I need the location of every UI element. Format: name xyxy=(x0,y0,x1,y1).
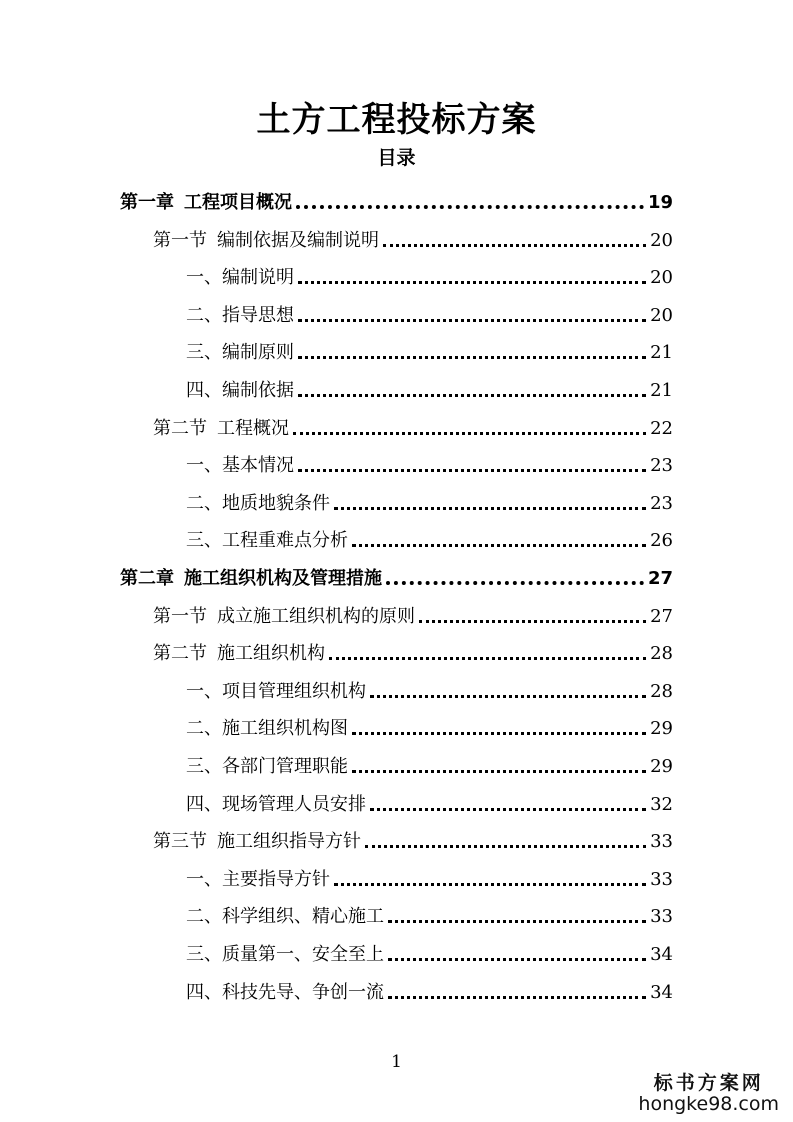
toc-entry-text: 一、主要指导方针 xyxy=(186,868,330,890)
toc-entry-prefix: 第二节 xyxy=(153,417,207,439)
site-watermark xyxy=(638,1068,779,1115)
toc-entry-text: 二、地质地貌条件 xyxy=(186,492,330,514)
toc-entry-label xyxy=(186,944,384,966)
toc-entry-text: 成立施工组织机构的原则 xyxy=(217,605,415,627)
toc-entry[interactable] xyxy=(186,485,673,515)
toc-entry[interactable] xyxy=(186,372,673,402)
toc-entry[interactable] xyxy=(186,334,673,364)
toc-entry-page: 29 xyxy=(650,718,673,740)
toc-entry-prefix: 第一节 xyxy=(153,605,207,627)
toc-entry-text: 施工组织指导方针 xyxy=(217,831,361,853)
toc-entry-page: 34 xyxy=(650,944,673,965)
toc-entry-text: 四、科技先导、争创一流 xyxy=(186,981,384,1003)
toc-entry-label xyxy=(186,493,330,515)
toc-dot-leader xyxy=(352,544,646,547)
toc-entry[interactable] xyxy=(186,522,673,552)
toc-entry-label xyxy=(186,530,348,552)
toc-entry-label xyxy=(153,643,325,665)
toc-entry-label xyxy=(186,718,348,740)
toc-entry-page: 32 xyxy=(650,793,673,815)
toc-entry-label xyxy=(153,418,289,440)
toc-dot-leader xyxy=(334,507,646,510)
toc-entry-label xyxy=(186,342,294,364)
toc-dot-leader xyxy=(329,657,646,660)
toc-entry-label xyxy=(120,192,292,214)
toc-entry-label xyxy=(186,794,366,816)
toc-dot-leader xyxy=(370,808,646,811)
toc-entry-page: 20 xyxy=(650,229,673,251)
toc-entry-page: 28 xyxy=(650,680,673,702)
toc-entry-text: 工程概况 xyxy=(217,417,289,439)
toc-entry-page: 33 xyxy=(650,868,673,890)
toc-entry-text: 三、工程重难点分析 xyxy=(186,530,348,552)
toc-entry-page: 29 xyxy=(650,756,673,777)
toc-entry-page: 34 xyxy=(650,981,673,1003)
toc-entry-label xyxy=(186,681,366,703)
toc-entry-page: 33 xyxy=(650,906,673,928)
toc-dot-leader xyxy=(352,770,646,773)
toc-entry-label xyxy=(186,305,294,327)
toc-entry-text: 一、基本情况 xyxy=(186,455,294,477)
toc-entry-page: 23 xyxy=(650,455,673,477)
toc-dot-leader xyxy=(388,920,646,923)
toc-entry[interactable] xyxy=(120,560,673,590)
toc-entry-label xyxy=(153,230,379,252)
toc-entry-label xyxy=(186,380,294,402)
toc-entry[interactable] xyxy=(153,823,673,853)
toc-entry[interactable] xyxy=(186,898,673,928)
toc-entry-page: 19 xyxy=(647,192,673,213)
toc-entry[interactable] xyxy=(186,297,673,327)
toc-entry-prefix: 第三节 xyxy=(153,831,207,853)
toc-entry-label xyxy=(186,906,384,928)
toc-entry-text: 四、现场管理人员安排 xyxy=(186,793,366,815)
toc-entry-text: 三、质量第一、安全至上 xyxy=(186,944,384,965)
toc-dot-leader xyxy=(370,695,646,698)
toc-dot-leader xyxy=(386,581,644,585)
toc-entry-text: 四、编制依据 xyxy=(186,380,294,401)
toc-entry-label xyxy=(186,869,330,891)
toc-dot-leader xyxy=(296,205,644,209)
toc-entry-page: 20 xyxy=(650,304,673,326)
toc-entry-page: 33 xyxy=(650,831,673,853)
toc-entry[interactable] xyxy=(186,748,673,778)
toc-dot-leader xyxy=(352,732,646,735)
watermark-name: 标书方案网 xyxy=(653,1072,764,1094)
toc-entry[interactable] xyxy=(153,598,673,628)
toc-entry-text: 三、各部门管理职能 xyxy=(186,756,348,777)
toc-dot-leader xyxy=(334,883,646,886)
toc-entry-page: 27 xyxy=(647,568,673,589)
toc-entry[interactable] xyxy=(186,786,673,816)
toc-entry[interactable] xyxy=(186,974,673,1004)
toc-entry-text: 编制依据及编制说明 xyxy=(217,229,379,251)
toc-entry[interactable] xyxy=(186,259,673,289)
toc-dot-leader xyxy=(298,469,646,472)
toc-entry-label xyxy=(186,455,294,477)
toc-dot-leader xyxy=(388,958,646,961)
toc-entry-label xyxy=(153,831,361,853)
toc-entry-prefix: 第二章 xyxy=(120,568,174,589)
toc-dot-leader xyxy=(298,319,646,322)
toc-heading: 目录 xyxy=(377,147,416,169)
toc-entry-prefix: 第一章 xyxy=(120,192,174,213)
toc-entry-label xyxy=(186,267,294,289)
toc-entry-page: 22 xyxy=(650,417,673,439)
toc-entry[interactable] xyxy=(186,673,673,703)
toc-entry-prefix: 第一节 xyxy=(153,229,207,251)
toc-entry[interactable] xyxy=(153,222,673,252)
toc-dot-leader xyxy=(298,356,646,359)
toc-entry-page: 28 xyxy=(650,643,673,665)
document-title: 土方工程投标方案 xyxy=(256,100,537,140)
toc-entry-page: 27 xyxy=(650,605,673,627)
toc-entry[interactable] xyxy=(186,447,673,477)
toc-dot-leader xyxy=(298,394,646,397)
toc-entry-label xyxy=(186,756,348,778)
toc-entry[interactable] xyxy=(186,710,673,740)
toc-entry-label xyxy=(153,606,415,628)
toc-dot-leader xyxy=(388,996,646,999)
toc-entry-prefix: 第二节 xyxy=(153,643,207,665)
toc-entry-text: 施工组织机构 xyxy=(217,643,325,665)
toc-entry-text: 二、科学组织、精心施工 xyxy=(186,906,384,928)
toc-entry[interactable] xyxy=(186,861,673,891)
toc-entry-text: 二、指导思想 xyxy=(186,304,294,326)
toc-entry-text: 二、施工组织机构图 xyxy=(186,718,348,740)
watermark-url: hongke98.com xyxy=(638,1093,779,1115)
toc-dot-leader xyxy=(383,244,646,247)
toc-entry-page: 26 xyxy=(650,530,673,552)
toc-dot-leader xyxy=(365,845,646,848)
toc-entry-text: 一、项目管理组织机构 xyxy=(186,680,366,702)
toc-entry-label xyxy=(120,568,382,590)
toc-entry[interactable] xyxy=(153,410,673,440)
toc-entry[interactable] xyxy=(153,635,673,665)
toc-entry-text: 施工组织机构及管理措施 xyxy=(184,568,382,589)
page-number: 1 xyxy=(391,1052,402,1072)
toc-entry-text: 工程项目概况 xyxy=(184,192,292,213)
toc-entry[interactable] xyxy=(120,184,673,214)
toc-entry-text: 三、编制原则 xyxy=(186,342,294,364)
toc-entry[interactable] xyxy=(186,936,673,966)
toc-dot-leader xyxy=(298,281,646,284)
toc-entry-page: 20 xyxy=(650,267,673,289)
toc-entry-page: 21 xyxy=(650,342,673,364)
toc-entry-label xyxy=(186,982,384,1004)
toc-dot-leader xyxy=(293,432,646,435)
toc-entry-page: 21 xyxy=(650,380,673,401)
toc-entry-text: 一、编制说明 xyxy=(186,267,294,289)
toc-dot-leader xyxy=(419,620,646,623)
toc-entry-page: 23 xyxy=(650,492,673,514)
